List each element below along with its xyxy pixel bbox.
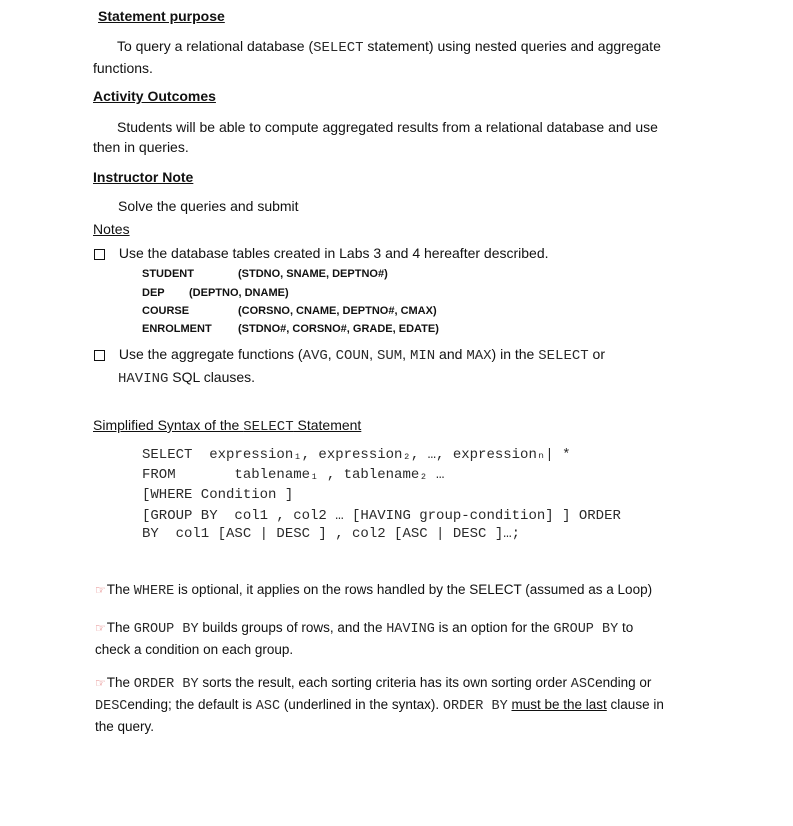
tip-text: check a condition on each group. <box>95 642 294 657</box>
notes-bullet-1-text: Use the database tables created in Labs 3 and 4 hereafter described. <box>118 245 549 261</box>
instructor-note-heading: Instructor Note <box>93 169 194 185</box>
tip-text: the query. <box>95 719 155 734</box>
activity-outcomes-text <box>93 117 703 157</box>
notes-heading: Notes <box>93 221 130 237</box>
fn-min: MIN <box>409 348 436 364</box>
notes-bullet-1 <box>94 245 549 261</box>
fn-coun: COUN <box>335 348 370 364</box>
table-student <box>142 268 194 280</box>
tip-where <box>95 580 715 602</box>
tip-text: (underlined in the syntax). <box>280 697 443 712</box>
tip-keyword: WHERE <box>133 584 175 599</box>
fn-avg: AVG <box>302 348 328 364</box>
tip-text: The <box>106 675 134 690</box>
table-name: COURSE <box>142 305 190 317</box>
pointing-hand-icon: ☞ <box>95 621 106 635</box>
tip-underlined: must be the last <box>511 697 607 712</box>
statement-purpose-text <box>93 36 703 78</box>
tip-text: to <box>618 620 634 635</box>
tip-text: The <box>106 620 134 635</box>
table-dep-schema <box>189 287 289 299</box>
tip-keyword: DESC <box>95 699 128 714</box>
tip-keyword: GROUP BY <box>133 622 199 637</box>
table-schema: (STDNO, SNAME, DEPTNO#) <box>238 268 388 280</box>
purpose-text-1: To query a relational database ( <box>117 38 314 54</box>
table-student-schema <box>238 268 388 280</box>
checkbox-icon <box>94 249 105 260</box>
syntax-line-5: BY col1 [ASC | DESC ] , col2 [ASC | DESC ]…; <box>142 526 521 542</box>
activity-outcomes-heading: Activity Outcomes <box>93 88 216 104</box>
tip-text: is optional, it applies on the rows handled by the SELECT (assumed as a Loop) <box>174 582 653 597</box>
syntax-line-4: [GROUP BY col1 , col2 … [HAVING group-condition] ] ORDER <box>142 508 621 524</box>
table-enrolment-schema <box>238 323 439 335</box>
syntax-line-2: FROM tablename₁ , tablename₂ … <box>142 467 445 483</box>
tip-text: clause in <box>606 697 664 712</box>
tip-keyword: GROUP BY <box>553 622 619 637</box>
table-name: STUDENT <box>142 268 194 280</box>
syntax-heading <box>93 417 361 435</box>
tip-text: ending; the default is <box>127 697 256 712</box>
pointing-hand-icon: ☞ <box>95 583 106 597</box>
tip-keyword: HAVING <box>386 622 435 637</box>
table-name: DEP <box>142 287 165 299</box>
table-dep <box>142 287 165 299</box>
outcomes-line-1: Students will be able to compute aggregated results from a relational database and use <box>117 119 658 135</box>
fn-max: MAX <box>466 348 492 364</box>
tip-keyword: ASC <box>570 677 596 692</box>
tip-text: The <box>106 582 134 597</box>
purpose-text-2: statement) using nested queries and aggregate <box>363 38 661 54</box>
bullet-2-b: ) in the <box>491 346 539 362</box>
tip-keyword: ORDER BY <box>133 677 199 692</box>
kw-select: SELECT <box>538 348 589 364</box>
syntax-line-1: SELECT expression₁, expression₂, …, expressionₙ| * <box>142 447 571 463</box>
syntax-heading-kw: SELECT <box>243 419 294 435</box>
tip-text: builds groups of rows, and the <box>198 620 387 635</box>
table-course <box>142 305 189 317</box>
tip-group-by <box>95 618 715 660</box>
instructor-note-text: Solve the queries and submit <box>118 198 299 214</box>
fn-sum: SUM <box>376 348 403 364</box>
table-schema: (STDNO#, CORSNO#, GRADE, EDATE) <box>238 323 439 335</box>
syntax-heading-2: Statement <box>293 417 362 433</box>
tip-keyword: ASC <box>255 699 281 714</box>
kw-having: HAVING <box>118 371 169 387</box>
tip-order-by <box>95 673 715 737</box>
tip-keyword: ORDER BY <box>442 699 508 714</box>
table-enrolment <box>142 323 212 335</box>
checkbox-icon <box>94 350 105 361</box>
notes-bullet-2: Use the aggregate functions (AVG, COUN, SUM, MIN and MAX) in the SELECT or HAVING SQL clauses. <box>94 344 714 390</box>
table-schema: (CORSNO, CNAME, DEPTNO#, CMAX) <box>238 305 437 317</box>
bullet-2-a: Use the aggregate functions ( <box>118 346 303 362</box>
table-schema: (DEPTNO, DNAME) <box>189 287 289 299</box>
purpose-text-3: functions. <box>93 60 153 76</box>
table-course-schema <box>238 305 437 317</box>
statement-purpose-heading: Statement purpose <box>98 8 225 24</box>
purpose-code: SELECT <box>313 40 364 56</box>
bullet-2-c: or <box>588 346 605 362</box>
syntax-heading-1: Simplified Syntax of the <box>93 417 244 433</box>
bullet-2-d: SQL clauses. <box>168 369 256 385</box>
table-name: ENROLMENT <box>142 323 212 335</box>
outcomes-line-2: then in queries. <box>93 139 189 155</box>
syntax-line-3: [WHERE Condition ] <box>142 487 294 503</box>
pointing-hand-icon: ☞ <box>95 676 106 690</box>
tip-text: is an option for the <box>434 620 554 635</box>
tip-text: ending or <box>595 675 652 690</box>
tip-text: sorts the result, each sorting criteria has its own sorting order <box>198 675 571 690</box>
